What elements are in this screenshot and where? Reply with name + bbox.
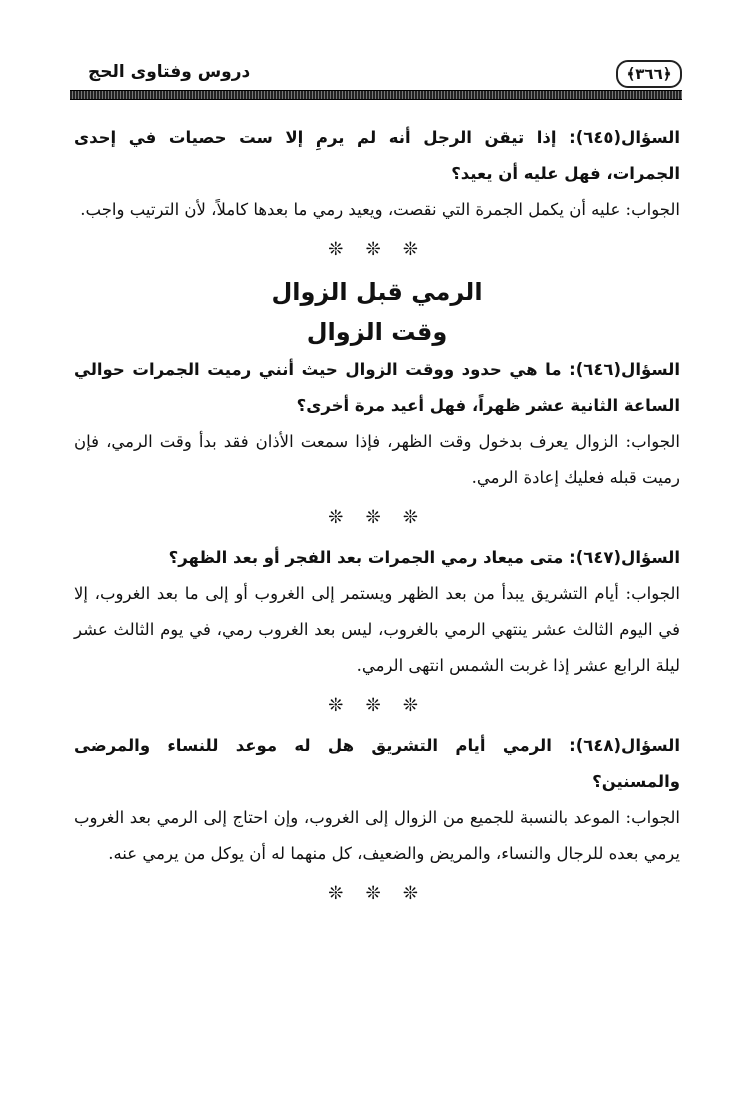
section-title-line2: وقت الزوال	[306, 318, 448, 346]
section-title-line1: الرمي قبل الزوال	[271, 278, 483, 306]
running-header	[70, 58, 682, 104]
question-645: السؤال(٦٤٥): إذا تيقن الرجل أنه لم يرمِ إلا ست حصيات في إحدى الجمرات، فهل عليه أن يعيد؟	[74, 128, 680, 183]
separator-stars: ❊ ❊ ❊	[328, 507, 426, 528]
separator-stars: ❊ ❊ ❊	[328, 239, 426, 260]
answer-645: الجواب: عليه أن يكمل الجمرة التي نقصت، ويعيد رمي ما بعدها كاملاً، لأن الترتيب واجب.	[80, 200, 680, 219]
answer-648: الجواب: الموعد بالنسبة للجميع من الزوال إلى الغروب، وإن احتاج إلى الرمي بعد الغروب يرمي بعده للرجال والنساء، والمريض والضعيف، كل منهما له أن يوكل من يرمي عنه.	[74, 808, 680, 863]
answer-647: الجواب: أيام التشريق يبدأ من بعد الظهر ويستمر إلى الغروب أو إلى ما بعد الغروب، إلا في اليوم الثالث عشر ينتهي الرمي بالغروب، ليس بعد الغروب رمي، في يوم الثالث عشر ليلة الرابع عشر إذا غربت الشمس انتهى الرمي.	[74, 584, 680, 675]
question-646: السؤال(٦٤٦): ما هي حدود ووقت الزوال حيث أنني رميت الجمرات حوالي الساعة الثانية عشر ظهراً، فهل أعيد مرة أخرى؟	[74, 360, 680, 415]
header-rule	[70, 90, 682, 100]
page-number: ﴿٣٦٦﴾	[616, 60, 682, 88]
qa-646	[74, 352, 680, 496]
qa-648	[74, 728, 680, 872]
question-648: السؤال(٦٤٨): الرمي أيام التشريق هل له موعد للنساء والمرضى والمسنين؟	[74, 736, 680, 791]
answer-646: الجواب: الزوال يعرف بدخول وقت الظهر، فإذا سمعت الأذان فقد بدأ وقت الرمي، فإن رميت قبله فعليك إعادة الرمي.	[74, 432, 680, 487]
qa-645	[74, 120, 680, 228]
qa-647	[74, 540, 680, 684]
separator-stars: ❊ ❊ ❊	[328, 695, 426, 716]
book-title: دروس وفتاوى الحج	[88, 62, 251, 82]
separator-stars: ❊ ❊ ❊	[328, 883, 426, 904]
page-body	[74, 120, 680, 916]
question-647: السؤال(٦٤٧): متى ميعاد رمي الجمرات بعد الفجر أو بعد الظهر؟	[168, 548, 680, 567]
